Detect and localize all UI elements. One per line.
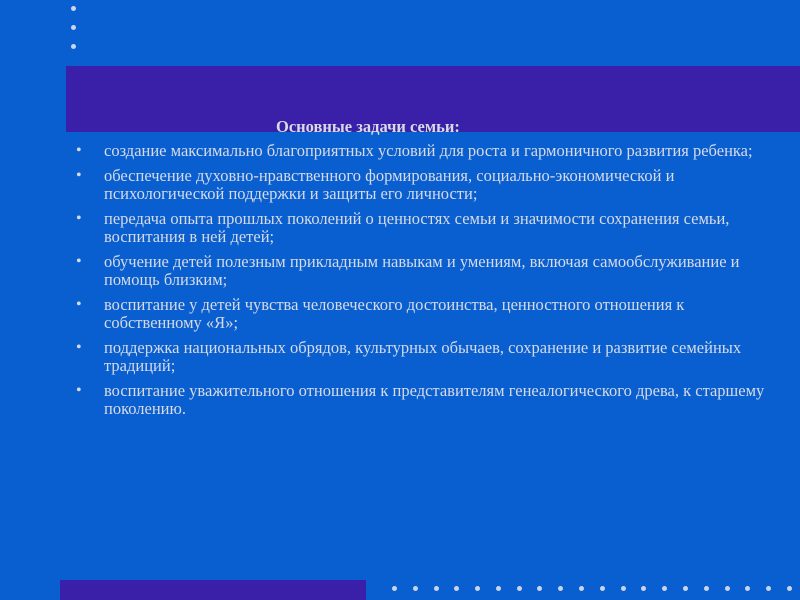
list-item (70, 167, 770, 203)
bullet-icon: • (76, 296, 82, 313)
dot-icon (475, 586, 480, 591)
list-item-text: создание максимально благоприятных условий для роста и гармоничного развития ребенка; (104, 141, 753, 160)
list-item (70, 142, 770, 160)
dot-icon (600, 586, 605, 591)
dot-icon (71, 25, 76, 30)
bullet-icon: • (76, 142, 82, 159)
footer-banner (60, 580, 366, 600)
dot-icon (392, 586, 397, 591)
list-item (70, 339, 770, 375)
decorative-dots-bottom (392, 586, 792, 591)
dot-icon (704, 586, 709, 591)
decorative-dots-top (66, 6, 80, 49)
dot-icon (787, 586, 792, 591)
list-item (70, 382, 770, 418)
tasks-list (70, 142, 770, 425)
dot-icon (579, 586, 584, 591)
dot-icon (413, 586, 418, 591)
dot-icon (745, 586, 750, 591)
list-item (70, 296, 770, 332)
list-item-text: передача опыта прошлых поколений о ценностях семьи и значимости сохранения семьи, воспитания в ней детей; (104, 209, 730, 246)
list-item-text: воспитание уважительного отношения к представителям генеалогического древа, к старшему поколению. (104, 381, 765, 418)
list-item (70, 210, 770, 246)
bullet-icon: • (76, 210, 82, 227)
bullet-icon: • (76, 382, 82, 399)
dot-icon (517, 586, 522, 591)
dot-icon (683, 586, 688, 591)
dot-icon (621, 586, 626, 591)
dot-icon (641, 586, 646, 591)
list-item-text: поддержка национальных обрядов, культурных обычаев, сохранение и развитие семейных традиций; (104, 338, 742, 375)
dot-icon (496, 586, 501, 591)
dot-icon (662, 586, 667, 591)
bullet-icon: • (76, 339, 82, 356)
list-item-text: воспитание у детей чувства человеческого достоинства, ценностного отношения к собственному «Я»; (104, 295, 685, 332)
dot-icon (71, 6, 76, 11)
dot-icon (725, 586, 730, 591)
list-item (70, 253, 770, 289)
bullet-icon: • (76, 253, 82, 270)
list-item-text: обучение детей полезным прикладным навыкам и умениям, включая самообслуживание и помощь близким; (104, 252, 740, 289)
dot-icon (434, 586, 439, 591)
dot-icon (454, 586, 459, 591)
slide-title: Основные задачи семьи: (276, 117, 460, 136)
list-item-text: обеспечение духовно-нравственного формирования, социально-экономической и психологической поддержки и защиты его личности; (104, 166, 675, 203)
bullet-icon: • (76, 167, 82, 184)
dot-icon (71, 44, 76, 49)
dot-icon (766, 586, 771, 591)
dot-icon (558, 586, 563, 591)
dot-icon (537, 586, 542, 591)
